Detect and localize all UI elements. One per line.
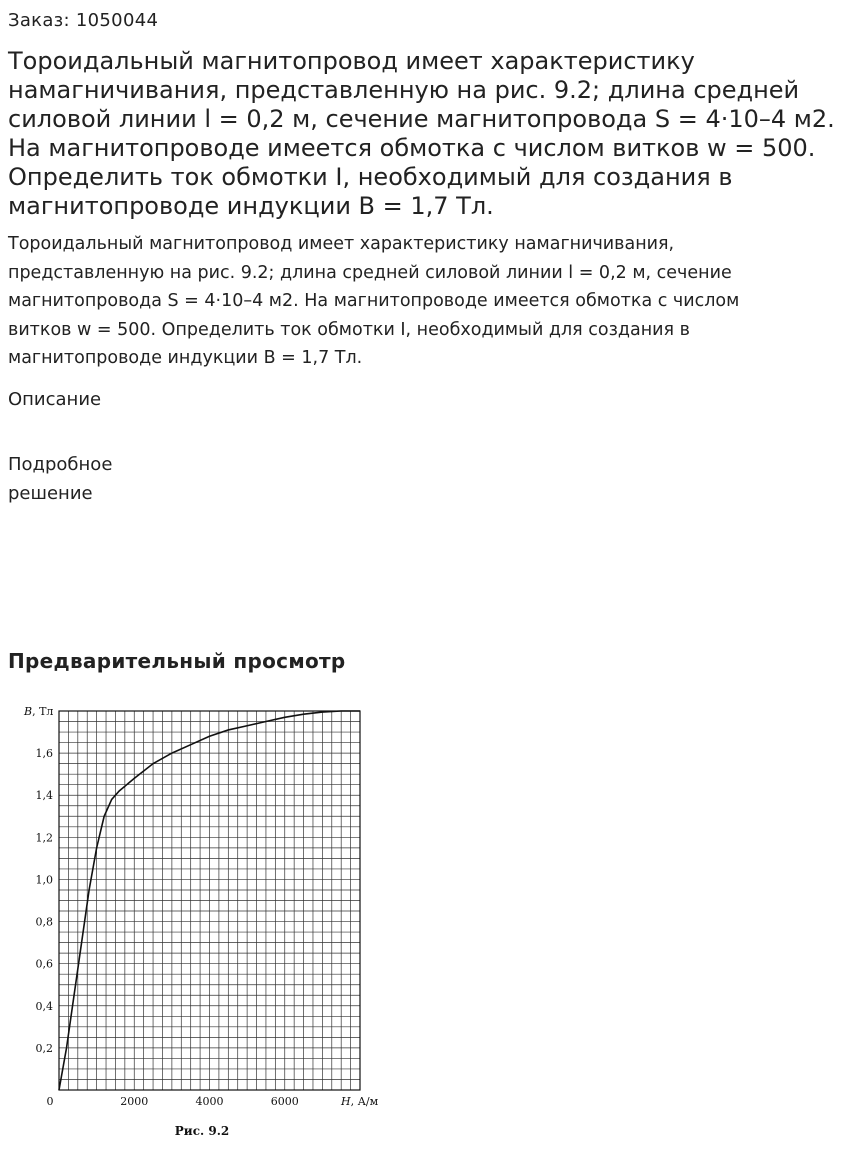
task-headline <box>8 47 843 221</box>
detailed-solution-line: Подробное <box>8 454 113 475</box>
x-tick-label: 6000 <box>270 1095 299 1108</box>
y-tick-label: 1,2 <box>35 831 53 845</box>
headline-line: силовой линии l = 0,2 м, сечение магнитопровода S = 4·10–4 м2. <box>8 105 835 133</box>
magnetization-chart <box>0 700 400 1150</box>
y-axis-symbol: B <box>24 705 33 718</box>
x-axis-symbol: H <box>341 1095 351 1108</box>
y-axis-unit: , Тл <box>32 705 54 718</box>
body-line: представленную на рис. 9.2; длина средней силовой линии l = 0,2 м, сечение <box>8 262 732 283</box>
headline-line: Тороидальный магнитопровод имеет характеристику <box>8 47 695 75</box>
headline-line: На магнитопроводе имеется обмотка с числом витков w = 500. <box>8 134 816 162</box>
y-tick-label: 1,0 <box>35 873 53 887</box>
body-line: Тороидальный магнитопровод имеет характеристику намагничивания, <box>8 234 675 254</box>
x-axis-label <box>340 1095 379 1108</box>
x-axis-unit: , А/м <box>350 1095 379 1108</box>
figure-caption: Рис. 9.2 <box>174 1124 230 1138</box>
order-number: Заказ: 1050044 <box>8 10 159 31</box>
y-tick-label: 0,2 <box>35 1041 53 1055</box>
body-line: витков w = 500. Определить ток обмотки I, необходимый для создания в <box>8 319 690 340</box>
x-tick-label: 2000 <box>120 1095 149 1108</box>
x-tick-label: 0 <box>46 1095 54 1108</box>
x-tick-labels <box>47 1095 299 1108</box>
task-body-text <box>8 230 818 373</box>
headline-line: магнитопроводе индукции В = 1,7 Тл. <box>8 192 494 220</box>
body-line: магнитопровода S = 4·10–4 м2. На магнитопроводе имеется обмотка с числом <box>8 291 740 311</box>
headline-line: Определить ток обмотки I, необходимый для создания в <box>8 163 733 191</box>
y-axis-label <box>23 705 53 718</box>
headline-line: намагничивания, представленную на рис. 9.2; длина средней <box>8 76 800 104</box>
description-label: Описание <box>8 389 102 410</box>
detailed-solution-line: решение <box>8 483 93 504</box>
y-tick-label: 1,6 <box>35 747 53 761</box>
chart-grid <box>59 711 360 1090</box>
x-tick-label: 4000 <box>195 1095 224 1108</box>
y-tick-label: 0,4 <box>35 999 53 1013</box>
y-tick-label: 1,4 <box>35 789 53 803</box>
y-tick-label: 0,6 <box>35 957 53 971</box>
detailed-solution-label <box>8 450 148 508</box>
body-line: магнитопроводе индукции В = 1,7 Тл. <box>8 348 363 368</box>
y-tick-labels <box>36 747 54 1055</box>
y-tick-label: 0,8 <box>35 915 53 929</box>
preview-title: Предварительный просмотр <box>8 649 346 673</box>
